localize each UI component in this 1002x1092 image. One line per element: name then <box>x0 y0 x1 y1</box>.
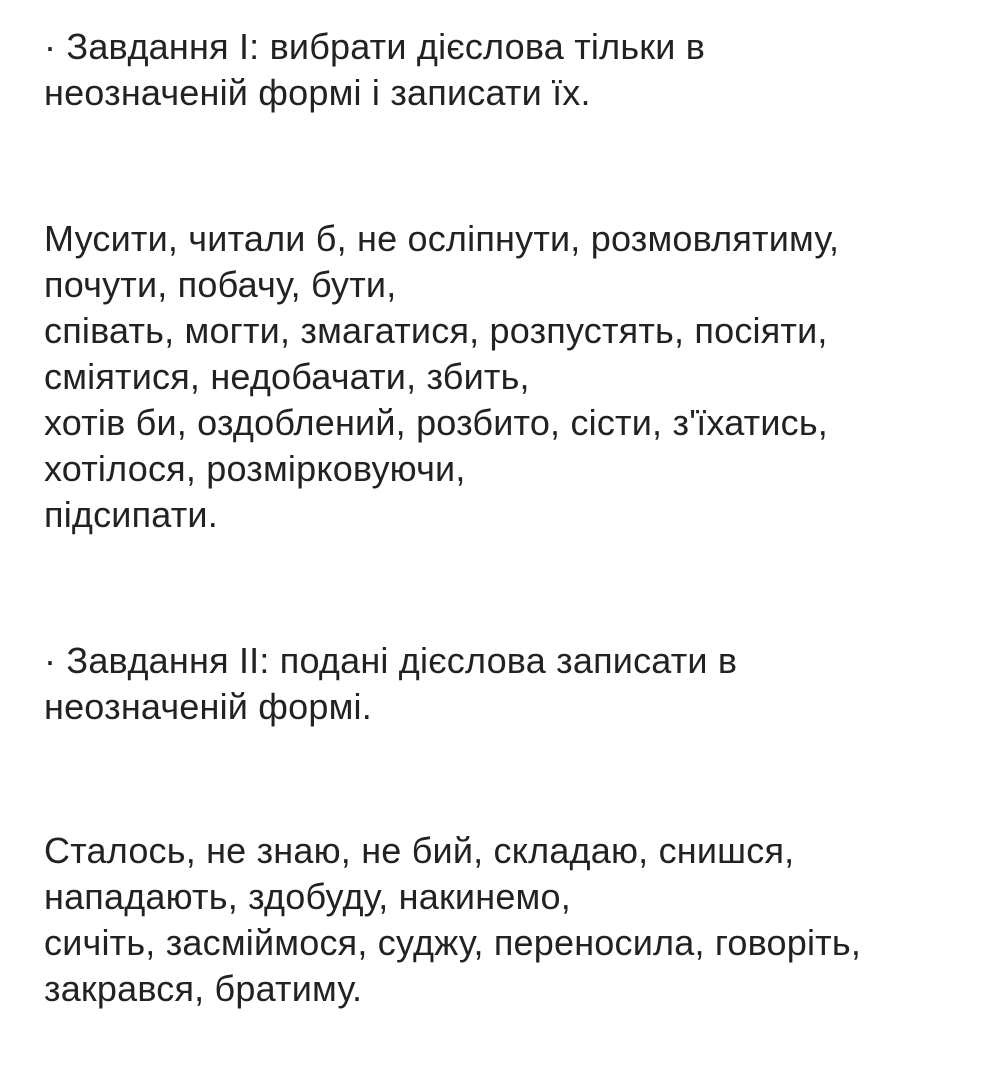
task-2-words-line: нападають, здобуду, накинемо, <box>44 876 571 917</box>
task-2-word-list <box>44 828 994 1012</box>
task-2-heading-line: · Завдання ІІ: подані дієслова записати в <box>44 640 738 681</box>
task-1-words-line: хотілося, розмірковуючи, <box>44 448 466 489</box>
task-1-words-line: Мусити, читали б, не осліпнути, розмовлятиму, <box>44 218 840 259</box>
task-1-words-line: хотів би, оздоблений, розбито, сісти, з'їхатись, <box>44 402 829 443</box>
task-1-heading-line: неозначеній формі і записати їх. <box>44 72 591 113</box>
task-1-words-line: сміятися, недобачати, збить, <box>44 356 530 397</box>
spacer <box>44 538 994 638</box>
task-2-words-line: Сталось, не знаю, не бий, складаю, снишся, <box>44 830 795 871</box>
spacer <box>44 116 994 216</box>
task-2-words-line: сичіть, засміймося, суджу, переносила, говоріть, <box>44 922 862 963</box>
task-2-heading <box>44 638 994 730</box>
task-2-heading-line: неозначеній формі. <box>44 686 372 727</box>
task-1-heading <box>44 24 994 116</box>
task-1-heading-line: · Завдання І: вибрати дієслова тільки в <box>44 26 706 67</box>
task-1-words-line: почути, побачу, бути, <box>44 264 397 305</box>
task-2-words-line: закрався, братиму. <box>44 968 363 1009</box>
spacer <box>44 730 994 828</box>
document-body <box>44 24 994 1012</box>
task-1-word-list <box>44 216 994 538</box>
task-1-words-line: співать, могти, змагатися, розпустять, посіяти, <box>44 310 828 351</box>
task-1-words-line: підсипати. <box>44 494 218 535</box>
